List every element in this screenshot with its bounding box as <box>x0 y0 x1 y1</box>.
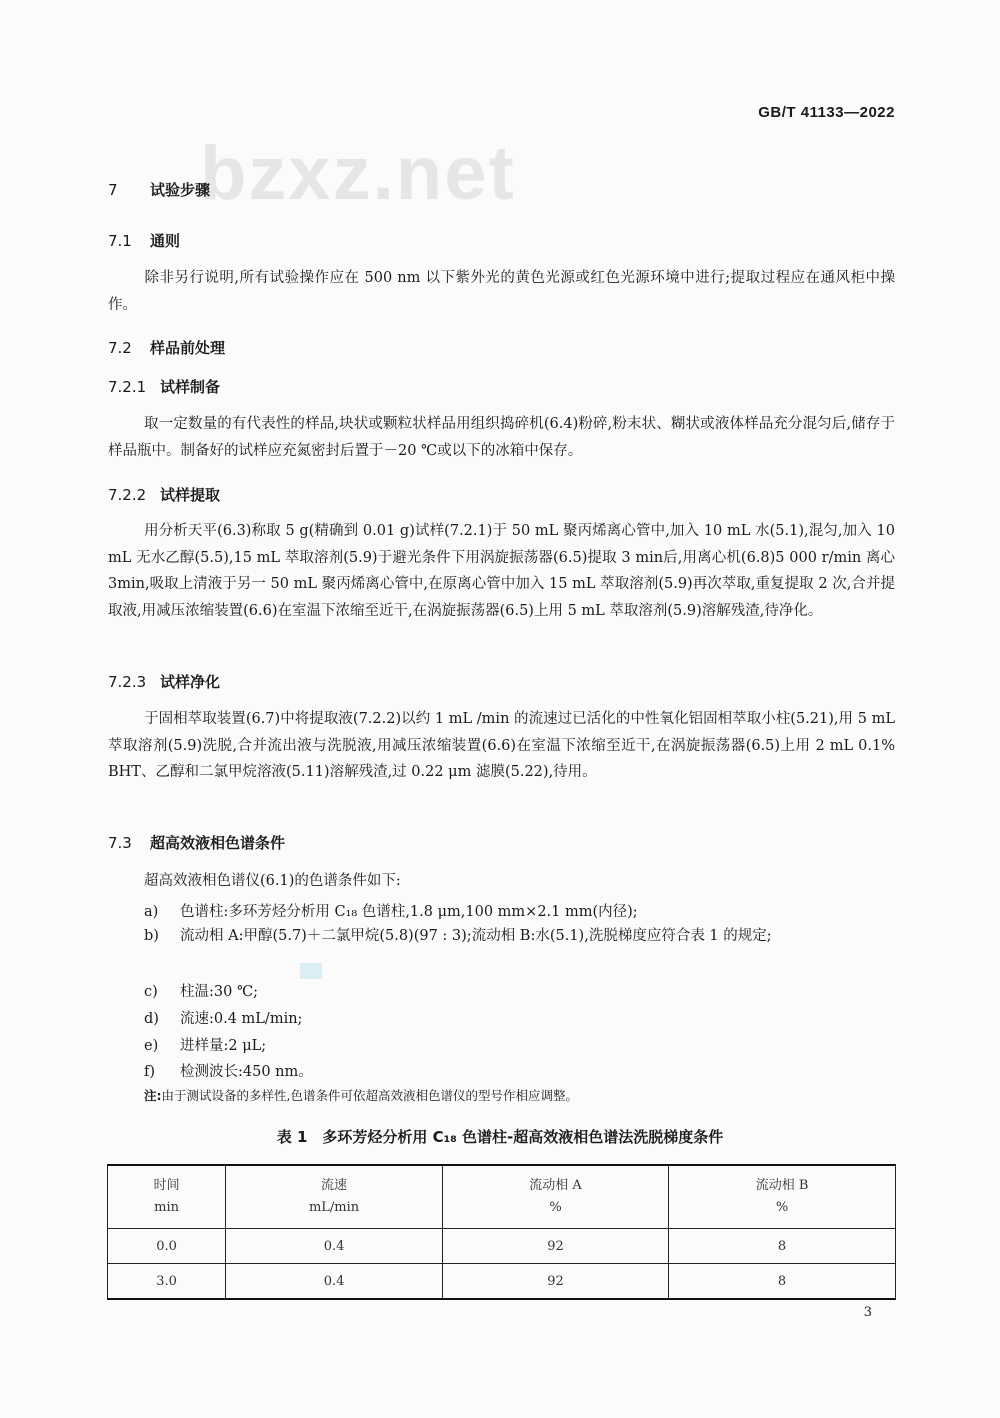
section-title: 样品前处理 <box>150 339 226 357</box>
section-heading-7-1 <box>108 230 180 251</box>
highlight-mark <box>300 963 322 979</box>
list-item: b) 流动相 A:甲醇(5.7)＋二氯甲烷(5.8)(97 : 3);流动相 B:水(5.1),洗脱梯度应符合表 1 的规定; <box>144 928 772 944</box>
section-number: 7 <box>108 181 118 199</box>
section-heading-7-3 <box>108 832 285 853</box>
list-item: e) 进样量:2 μL; <box>144 1038 267 1054</box>
column-header: 流动相 A % <box>442 1165 668 1229</box>
section-title: 通则 <box>150 232 181 250</box>
list-item: a) 色谱柱:多环芳烃分析用 C₁₈ 色谱柱,1.8 μm,100 mm×2.1 mm(内径); <box>144 904 638 920</box>
column-header: 流动相 B % <box>669 1165 896 1229</box>
list-item: d) 流速:0.4 mL/min; <box>144 1011 303 1027</box>
standard-code: GB/T 41133—2022 <box>758 104 895 121</box>
section-number: 7.2.2 <box>108 486 147 504</box>
table-header-row <box>108 1165 896 1229</box>
list-item: f) 检测波长:450 nm。 <box>144 1064 313 1080</box>
paragraph-7-2-2: 用分析天平(6.3)称取 5 g(精确到 0.01 g)试样(7.2.1)于 50 mL 聚丙烯离心管中,加入 10 mL 水(5.1),混匀,加入 10 mL 无水乙醇(5.5),15 mL 萃取溶剂(5.9)于避光条件下用涡旋振荡器(6.5)提取 3 min后,用离心机(6.8)5 000 r/min 离心 3min,吸取上清液于另一 50 mL 聚丙烯离心管中,在原离心管中加入 15 mL 萃取溶剂(5.9)再次萃取,重复提取 2 次,合并提取液,用减压浓缩装置(6.6)在室温下浓缩至近干,在涡旋振荡器(6.5)上用 5 mL 萃取溶剂(5.9)溶解残渣,待净化。 <box>108 523 895 620</box>
section-heading-7-2-1 <box>108 376 220 397</box>
paragraph-7-1: 除非另行说明,所有试验操作应在 500 nm 以下紫外光的黄色光源或红色光源环境中进行;提取过程应在通风柜中操作。 <box>108 270 895 313</box>
section-title: 试样提取 <box>160 486 221 504</box>
gradient-table <box>107 1164 896 1300</box>
section-heading-7 <box>108 179 210 200</box>
table-caption: 表 1 多环芳烃分析用 C₁₈ 色谱柱-超高效液相色谱法洗脱梯度条件 <box>276 1128 724 1146</box>
section-heading-7-2-2 <box>108 484 220 505</box>
section-heading-7-2-3 <box>108 671 220 692</box>
section-number: 7.1 <box>108 232 132 250</box>
note-label: 注: <box>144 1088 162 1103</box>
table-cell: 3.0 <box>108 1264 226 1300</box>
table-cell: 0.4 <box>226 1229 443 1264</box>
section-heading-7-2 <box>108 337 225 358</box>
column-header: 时间 min <box>108 1165 226 1229</box>
paragraph-7-2-1: 取一定数量的有代表性的样品,块状或颗粒状样品用组织捣碎机(6.4)粉碎,粉末状、糊状或液体样品充分混匀后,储存于样品瓶中。制备好的试样应充氮密封后置于－20 ℃或以下的冰箱中保存。 <box>108 416 895 459</box>
table-cell: 92 <box>442 1264 668 1300</box>
section-title: 超高效液相色谱条件 <box>150 834 286 852</box>
note <box>144 1086 578 1104</box>
list-item: c) 柱温:30 ℃; <box>144 984 259 1000</box>
table-cell: 92 <box>442 1229 668 1264</box>
section-title: 试样净化 <box>160 673 221 691</box>
section-title: 试样制备 <box>160 378 221 396</box>
paragraph-7-2-3: 于固相萃取装置(6.7)中将提取液(7.2.2)以约 1 mL /min 的流速过已活化的中性氧化铝固相萃取小柱(5.21),用 5 mL 萃取溶剂(5.9)洗脱,合并流出液与洗脱液,用减压浓缩装置(6.6)在室温下浓缩至近干,在涡旋振荡器(6.5)上用 2 mL 0.1% BHT、乙醇和二氯甲烷溶液(5.11)溶解残渣,过 0.22 μm 滤膜(5.22),待用。 <box>108 711 895 781</box>
table-cell: 0.4 <box>226 1264 443 1300</box>
table-cell: 0.0 <box>108 1229 226 1264</box>
section-number: 7.2.1 <box>108 378 147 396</box>
table-cell: 8 <box>669 1229 896 1264</box>
section-number: 7.2 <box>108 339 132 357</box>
section-number: 7.3 <box>108 834 132 852</box>
note-text: 由于测试设备的多样性,色谱条件可依超高效液相色谱仪的型号作相应调整。 <box>161 1088 578 1103</box>
watermark: bzxz.net <box>200 131 516 216</box>
paragraph-7-3: 超高效液相色谱仪(6.1)的色谱条件如下: <box>144 873 401 889</box>
table-row <box>108 1264 896 1300</box>
section-title: 试验步骤 <box>150 181 211 199</box>
table-cell: 8 <box>669 1264 896 1300</box>
table-row <box>108 1229 896 1264</box>
column-header: 流速 mL/min <box>226 1165 443 1229</box>
page-number: 3 <box>863 1305 872 1320</box>
section-number: 7.2.3 <box>108 673 147 691</box>
